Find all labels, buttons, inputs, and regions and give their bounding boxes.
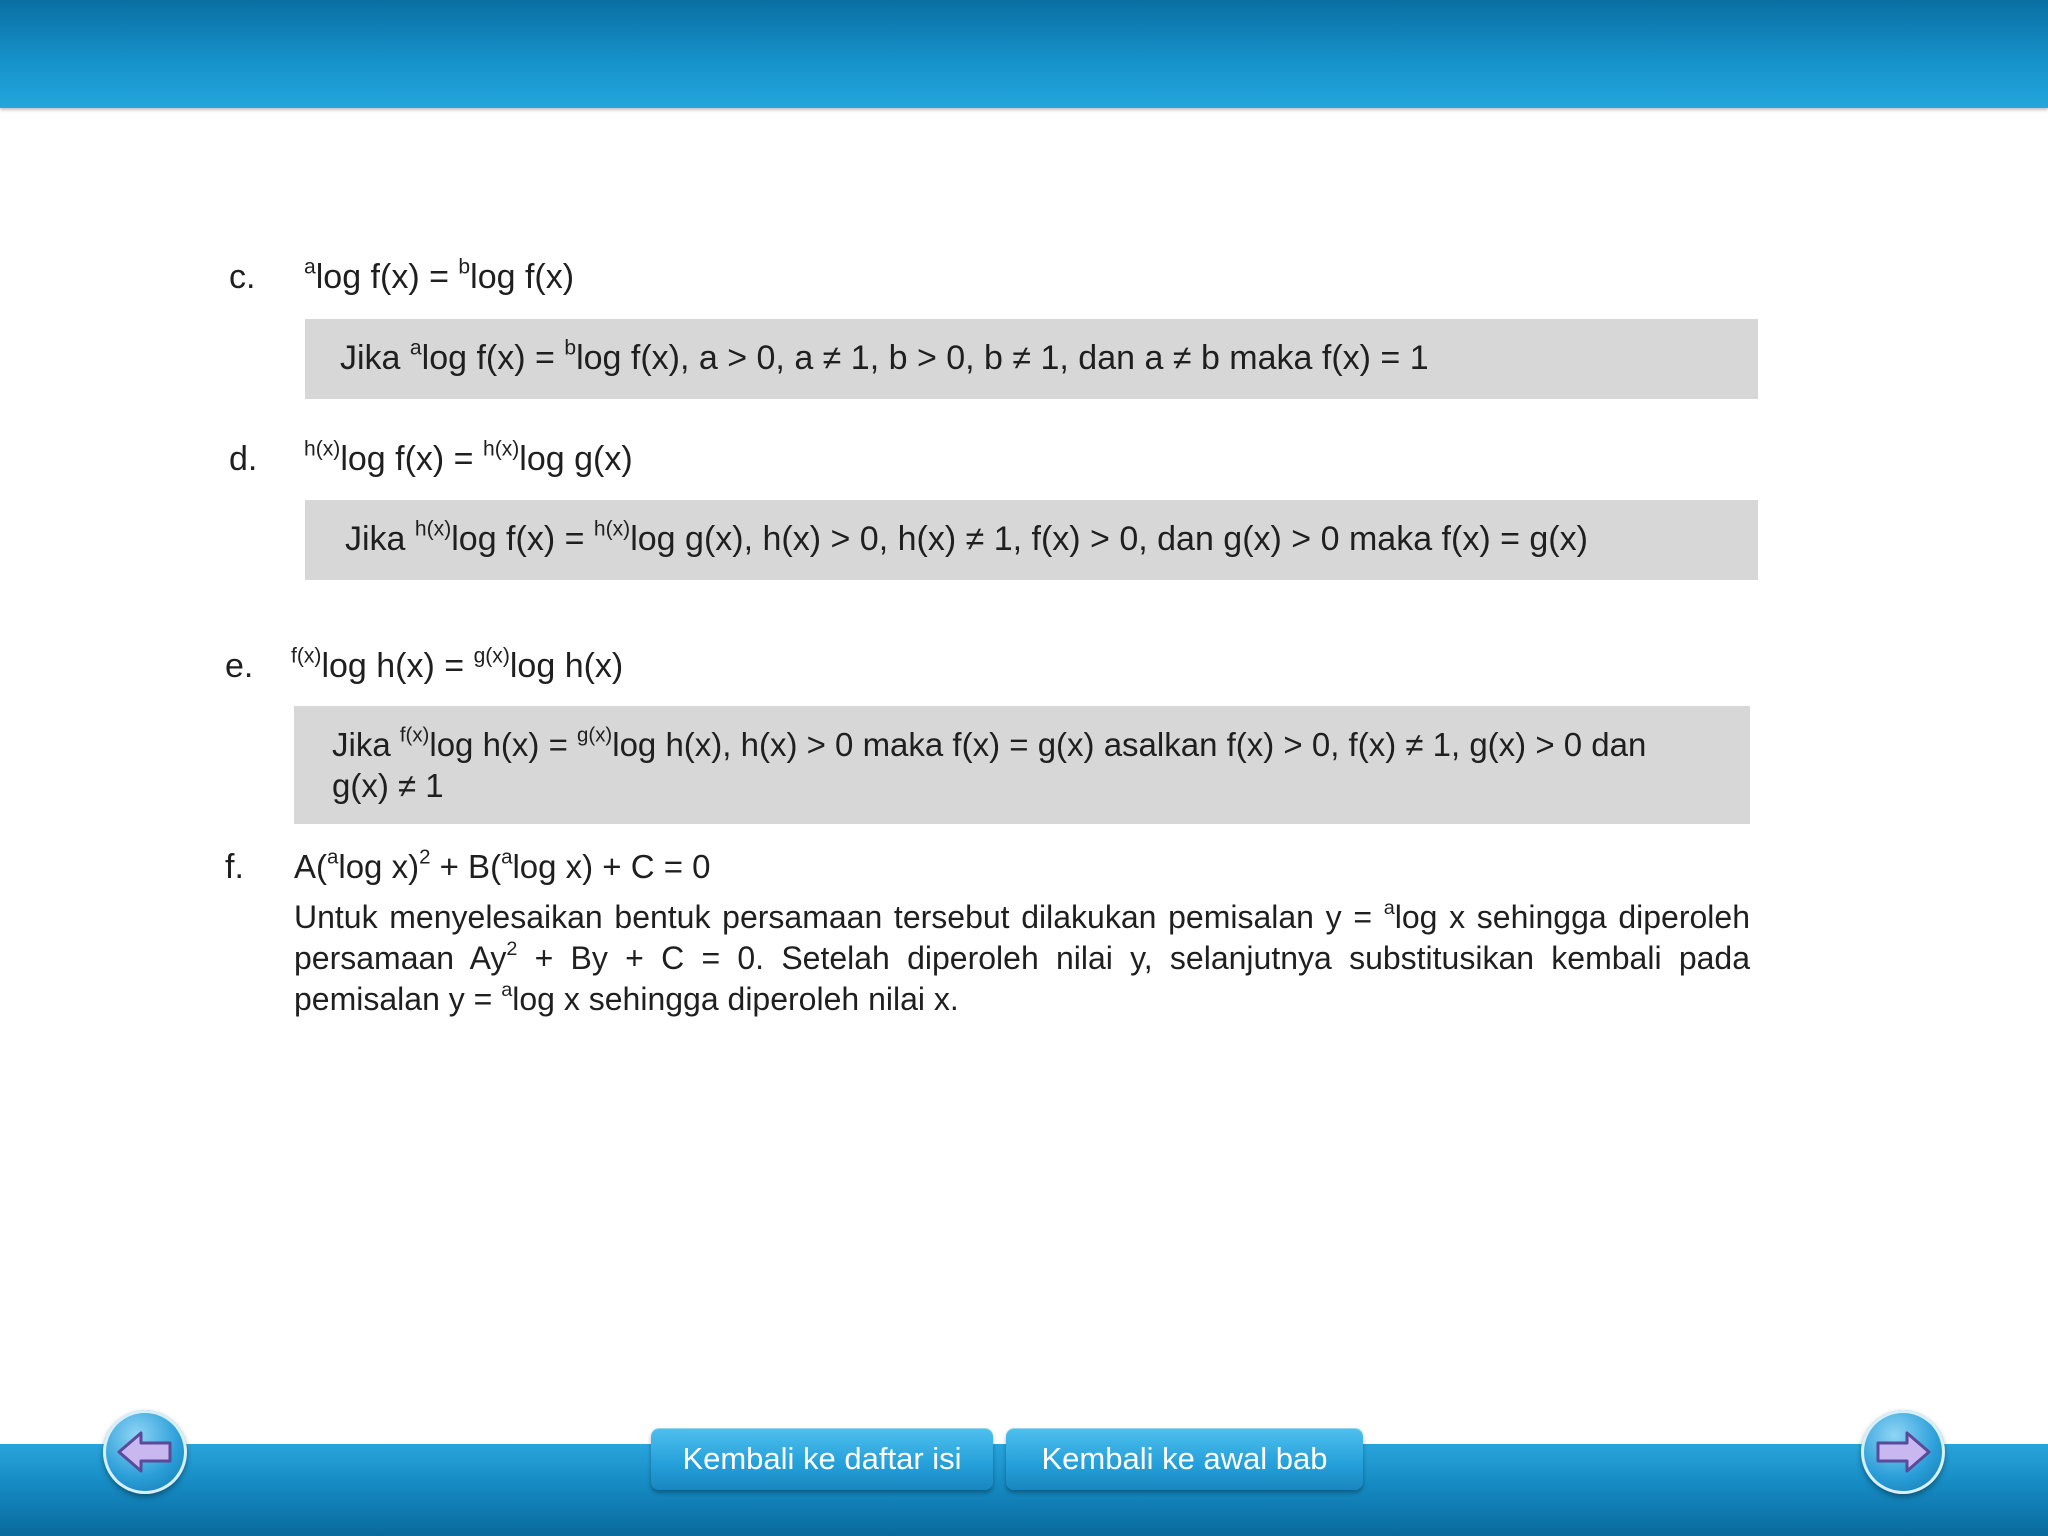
- superscript: a: [409, 336, 422, 360]
- superscript: h(x): [304, 437, 341, 461]
- para-text: log x sehingga diperoleh persamaan Ay: [294, 899, 1751, 976]
- note-text: log f(x) =: [451, 520, 594, 558]
- note-text: log f(x), a > 0, a ≠ 1, b > 0, b ≠ 1, dan a ≠ b maka f(x) = 1: [576, 339, 1429, 377]
- formula-e: [291, 644, 624, 686]
- formula-text: log f(x): [470, 258, 575, 296]
- formula-text: log x): [338, 848, 420, 885]
- superscript: h(x): [414, 517, 452, 541]
- superscript: a: [327, 845, 339, 869]
- formula-text: log x) + C = 0: [512, 848, 711, 885]
- arrow-left-icon: [117, 1430, 173, 1474]
- formula-text: log h(x) =: [321, 647, 474, 685]
- note-line-1: [332, 724, 1730, 765]
- next-page-button[interactable]: [1861, 1410, 1945, 1494]
- formula-f: [294, 845, 711, 886]
- formula-text: + B(: [430, 848, 502, 885]
- note-box-e: [294, 706, 1750, 824]
- formula-text: log h(x): [509, 647, 624, 685]
- formula-text: log f(x) =: [315, 258, 459, 296]
- formula-c: [304, 255, 575, 297]
- para-text: log x sehingga diperoleh nilai x.: [512, 981, 959, 1017]
- superscript: 2: [419, 845, 431, 869]
- note-box-d: [305, 500, 1758, 580]
- formula-d: [304, 437, 633, 479]
- superscript: f(x): [291, 644, 322, 668]
- para-text: Untuk menyelesaikan bentuk persamaan tersebut dilakukan pemisalan y =: [294, 899, 1384, 935]
- formula-text: log g(x): [519, 440, 633, 478]
- superscript: h(x): [482, 437, 520, 461]
- note-box-c: [305, 319, 1758, 399]
- note-text: log h(x), h(x) > 0 maka f(x) = g(x) asalkan f(x) > 0, f(x) ≠ 1, g(x) > 0 dan: [612, 726, 1647, 763]
- superscript: b: [458, 255, 471, 279]
- superscript: h(x): [593, 517, 631, 541]
- note-line-2: g(x) ≠ 1: [332, 767, 444, 804]
- note-text: log h(x) =: [429, 726, 578, 763]
- back-to-chapter-start-button[interactable]: Kembali ke awal bab: [1006, 1428, 1363, 1490]
- superscript: g(x): [473, 644, 510, 668]
- explanation-paragraph-f: [294, 897, 1750, 1020]
- item-label-e: e.: [225, 647, 254, 685]
- formula-text: log f(x) =: [340, 440, 483, 478]
- item-label-d: d.: [229, 440, 258, 478]
- arrow-right-icon: [1875, 1430, 1931, 1474]
- superscript: g(x): [577, 723, 613, 747]
- superscript: 2: [506, 938, 518, 961]
- superscript: a: [501, 979, 513, 1002]
- para-text: + By + C = 0. Setelah diperoleh nilai y, selanjutnya substitusikan kembali pada pemisalan y =: [294, 940, 1751, 1017]
- note-text: Jika: [332, 726, 400, 763]
- note-text: log f(x) =: [421, 339, 565, 377]
- superscript: f(x): [399, 723, 430, 747]
- prev-page-button[interactable]: [103, 1410, 187, 1494]
- note-text: Jika: [340, 339, 410, 377]
- superscript: b: [564, 336, 577, 360]
- item-label-c: c.: [229, 258, 256, 296]
- superscript: a: [1383, 897, 1395, 920]
- note-text: log g(x), h(x) > 0, h(x) ≠ 1, f(x) > 0, dan g(x) > 0 maka f(x) = g(x): [630, 520, 1588, 558]
- item-label-f: f.: [225, 848, 244, 886]
- superscript: a: [501, 845, 513, 869]
- formula-text: A(: [294, 848, 327, 885]
- note-text: Jika: [345, 520, 415, 558]
- superscript: a: [304, 255, 316, 279]
- back-to-toc-button[interactable]: Kembali ke daftar isi: [651, 1428, 993, 1490]
